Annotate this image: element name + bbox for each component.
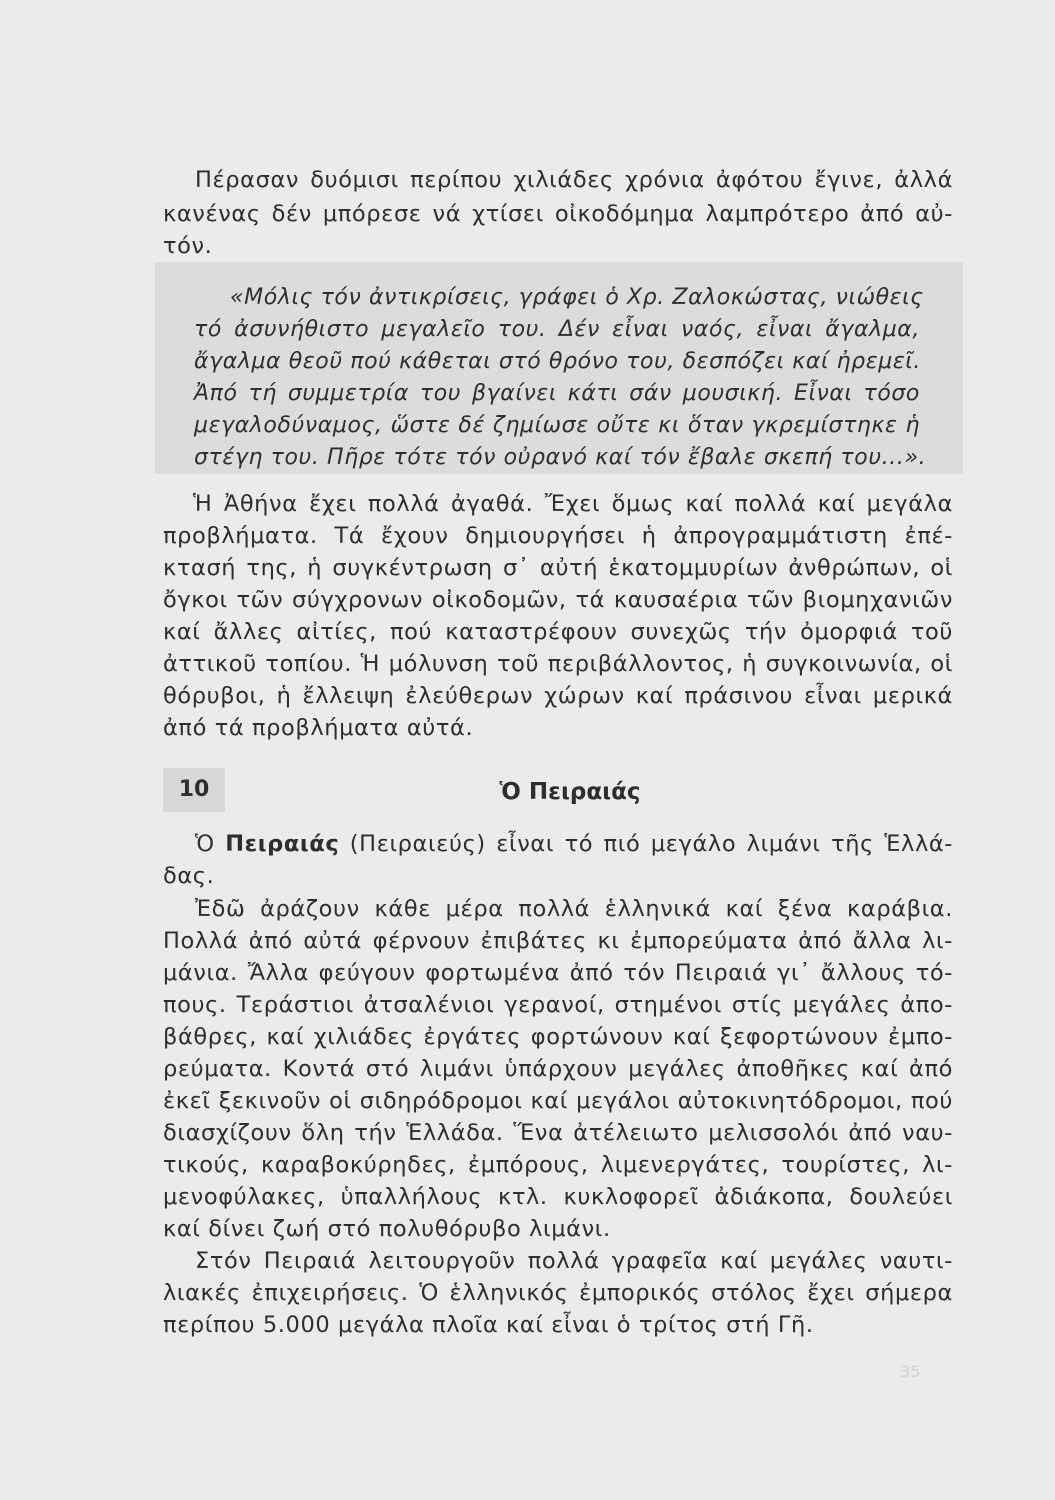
athens-line: προβλήματα. Τά ἔχουν δημιουργήσει ἡ ἀπρογραμμάτιστη ἐπέ- bbox=[163, 523, 953, 549]
page-number: 35 bbox=[900, 1362, 921, 1381]
athens-line: θόρυβοι, ἡ ἔλλειψη ἐλεύθερων χώρων καί πράσινου εἶναι μερικά bbox=[163, 683, 953, 709]
piraeus-line: λιακές ἐπιχειρήσεις. Ὁ ἑλληνικός ἐμπορικός στόλος ἔχει σήμερα bbox=[163, 1280, 953, 1306]
chapter-number: 10 bbox=[163, 768, 225, 812]
piraeus-line: δας. bbox=[163, 863, 215, 889]
piraeus-line: μάνια. Ἄλλα φεύγουν φορτωμένα ἀπό τόν Πειραιά γι᾿ ἄλλους τό- bbox=[163, 960, 953, 986]
piraeus-line: περίπου 5.000 μεγάλα πλοῖα καί εἶναι ὁ τρίτος στή Γῆ. bbox=[163, 1312, 814, 1338]
athens-line: ἀπό τά προβλήματα αὐτά. bbox=[163, 715, 474, 741]
athens-line: κτασή της, ἡ συγκέντρωση σ᾿ αὐτή ἑκατομμυρίων ἀνθρώπων, οἱ bbox=[163, 555, 953, 581]
piraeus-line: ρεύματα. Κοντά στό λιμάνι ὑπάρχουν μεγάλες ἀποθῆκες καί ἀπό bbox=[163, 1056, 953, 1082]
piraeus-first-pre: Ὁ bbox=[195, 831, 226, 857]
athens-line: ὄγκοι τῶν σύγχρονων οἰκοδομῶν, τά καυσαέρια τῶν βιομηχανιῶν bbox=[163, 587, 953, 613]
piraeus-line: Πολλά ἀπό αὐτά φέρνουν ἐπιβάτες κι ἐμπορεύματα ἀπό ἄλλα λι- bbox=[163, 928, 953, 954]
intro-line: κανένας δέν μπόρεσε νά χτίσει οἰκοδόμημα λαμπρότερο ἀπό αὐ- bbox=[163, 201, 953, 227]
intro-line: τόν. bbox=[163, 233, 213, 259]
quote-line: στέγη του. Πῆρε τότε τόν οὐρανό καί τόν ἔβαλε σκεπή του...». bbox=[194, 445, 927, 470]
piraeus-first-line bbox=[195, 828, 953, 860]
athens-line: καί ἄλλες αἰτίες, πού καταστρέφουν συνεχῶς τήν ὀμορφιά τοῦ bbox=[163, 619, 953, 645]
piraeus-line: Ἐδῶ ἀράζουν κάθε μέρα πολλά ἑλληνικά καί ξένα καράβια. bbox=[195, 896, 953, 922]
quote-line: «Μόλις τόν ἀντικρίσεις, γράφει ὁ Χρ. Ζαλοκώστας, νιώθεις bbox=[230, 285, 924, 310]
quote-line: μεγαλοδύναμος, ὥστε δέ ζημίωσε οὔτε κι ὅταν γκρεμίστηκε ἡ bbox=[194, 413, 920, 438]
quote-line: τό ἀσυνήθιστο μεγαλεῖο του. Δέν εἶναι ναός, εἶναι ἄγαλμα, bbox=[194, 317, 920, 342]
piraeus-first-post: (Πειραιεύς) εἶναι τό πιό μεγάλο λιμάνι τῆς Ἑλλά- bbox=[339, 831, 954, 857]
athens-line: Ἡ Ἀθήνα ἔχει πολλά ἀγαθά. Ἔχει ὅμως καί πολλά καί μεγάλα bbox=[193, 491, 953, 517]
quote-line: Ἀπό τή συμμετρία του βγαίνει κάτι σάν μουσική. Εἶναι τόσο bbox=[194, 381, 920, 406]
piraeus-line: πους. Τεράστιοι ἀτσαλένιοι γερανοί, στημένοι στίς μεγάλες ἀπο- bbox=[163, 992, 953, 1018]
quote-line: ἄγαλμα θεοῦ πού κάθεται στό θρόνο του, δεσπόζει καί ἠρεμεῖ. bbox=[194, 349, 921, 374]
piraeus-line: διασχίζουν ὅλη τήν Ἑλλάδα. Ἕνα ἀτέλειωτο μελισσολόι ἀπό ναυ- bbox=[163, 1120, 953, 1146]
intro-line: Πέρασαν δυόμισι περίπου χιλιάδες χρόνια ἀφότου ἔγινε, ἀλλά bbox=[195, 167, 953, 193]
piraeus-line: μενοφύλακες, ὑπαλλήλους κτλ. κυκλοφορεῖ ἀδιάκοπα, δουλεύει bbox=[163, 1184, 953, 1210]
piraeus-line: Στόν Πειραιά λειτουργοῦν πολλά γραφεῖα καί μεγάλες ναυτι- bbox=[195, 1248, 953, 1274]
piraeus-line: καί δίνει ζωή στό πολυθόρυβο λιμάνι. bbox=[163, 1216, 611, 1242]
piraeus-line: βάθρες, καί χιλιάδες ἐργάτες φορτώνουν καί ξεφορτώνουν ἐμπο- bbox=[163, 1024, 953, 1050]
chapter-title: Ὁ Πειραιάς bbox=[499, 779, 641, 805]
piraeus-line: ἐκεῖ ξεκινοῦν οἱ σιδηρόδρομοι καί μεγάλοι αὐτοκινητόδρομοι, πού bbox=[163, 1088, 953, 1114]
piraeus-line: τικούς, καραβοκύρηδες, ἐμπόρους, λιμενεργάτες, τουρίστες, λι- bbox=[163, 1152, 953, 1178]
athens-line: ἀττικοῦ τοπίου. Ἡ μόλυνση τοῦ περιβάλλοντος, ἡ συγκοινωνία, οἱ bbox=[163, 651, 953, 677]
piraeus-highlight: Πειραιάς bbox=[225, 831, 340, 857]
